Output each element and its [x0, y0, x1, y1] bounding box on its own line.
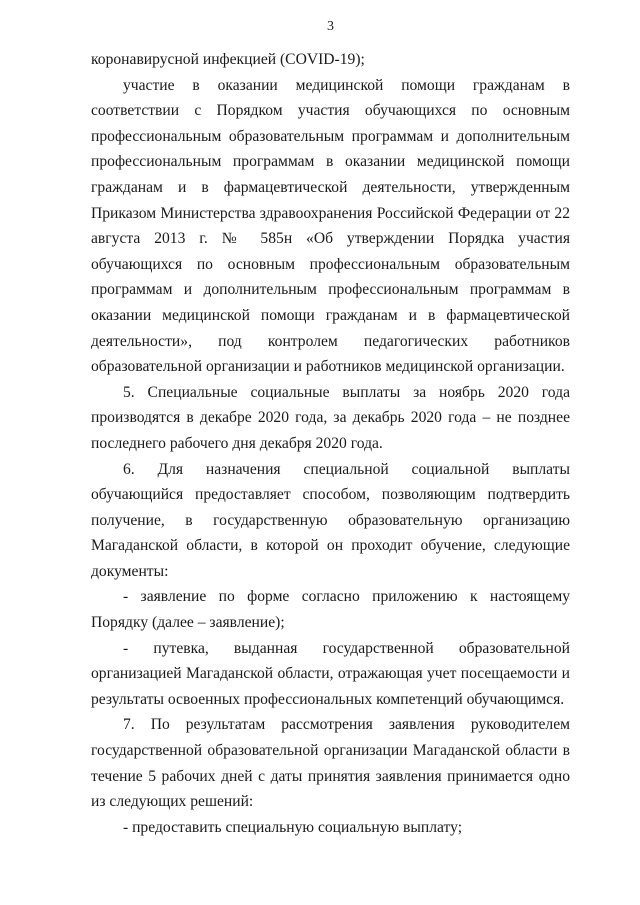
- list-item-application: - заявление по форме согласно приложению к настоящему Порядку (далее – заявление);: [91, 588, 570, 632]
- paragraph-medical-help-participation: участие в оказании медицинской помощи гражданам в соответствии с Порядком участия обучающихся по основным профессиональным образовательным программам и дополнительным профессиональным программам в оказании медицинской помощи гражданам и в фармацевтической деятельности, утвержденным Приказом Министерства здравоохранения Российской Федерации от 22 августа 2013 г. № 585н «Об утверждении Порядка участия обучающихся по основным профессиональным образовательным программам и дополнительным профессиональным программам в оказании медицинской помощи гражданам и в фармацевтической деятельности», под контролем педагогических работников образовательной организации и работников медицинской организации.: [91, 76, 570, 376]
- paragraph-clause-5: 5. Специальные социальные выплаты за ноябрь 2020 года производятся в декабре 2020 года, за декабрь 2020 года – не позднее последнего рабочего дня декабря 2020 года.: [91, 383, 570, 452]
- paragraph-clause-6: 6. Для назначения специальной социальной выплаты обучающийся предоставляет способом, позволяющим подтвердить получение, в государственную образовательную организацию Магаданской области, в которой он проходит обучение, следующие документы:: [91, 460, 570, 580]
- paragraph-clause-7: 7. По результатам рассмотрения заявления руководителем государственной образовательной организации Магаданской области в течение 5 рабочих дней с даты принятия заявления принимается одно из следующих решений:: [91, 716, 570, 811]
- list-item-voucher: - путевка, выданная государственной образовательной организацией Магаданской области, отражающая учет посещаемости и результаты освоенных профессиональных компетенций обучающимся.: [91, 639, 570, 708]
- page-number: 3: [327, 19, 334, 34]
- paragraph-covid-ending: коронавирусной инфекцией (COVID-19);: [91, 51, 365, 68]
- list-item-grant-payment: - предоставить специальную социальную выплату;: [123, 818, 463, 836]
